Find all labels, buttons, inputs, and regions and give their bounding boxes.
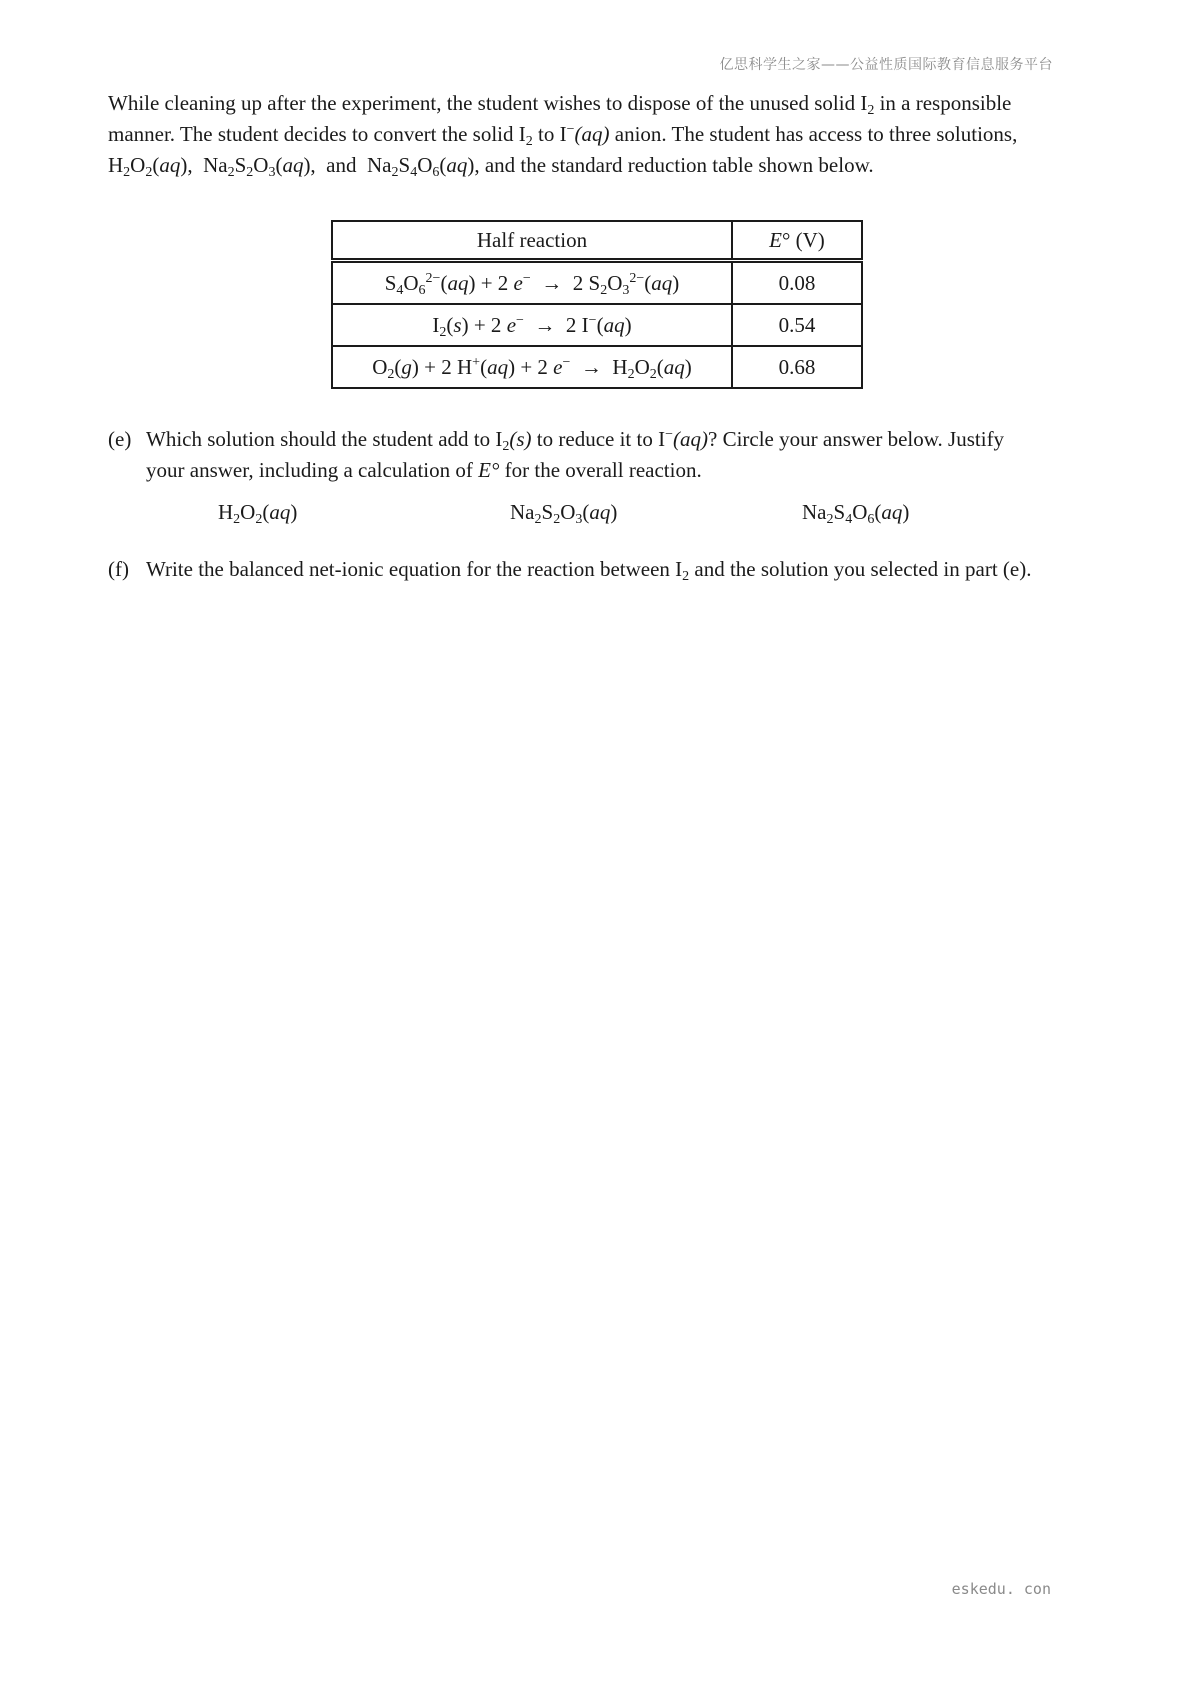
half-reaction-3: $O_2(g) + 2$ H+(aq) + 2 $e^- \to H_2O_2(aq)$ [332,346,732,388]
table-header-potential: E° (V) [732,221,862,261]
reduction-table [331,220,863,389]
table-row [332,346,862,388]
table-row [332,304,862,346]
question-f [108,554,1118,585]
intro-paragraph [108,88,1098,181]
potential-3: 0.68 [732,346,862,388]
choice-h2o2[interactable]: $H_2O_2(aq)$ [218,500,298,527]
footer-site: eskedu. con [951,1580,1051,1598]
question-e-label: (e) [108,427,132,451]
header-watermark: 亿思科学生之家——公益性质国际教育信息服务平台 [719,57,1053,73]
question-e-line-1: Which solution should the student add to $I_2(s)$ to reduce it to I−(aq)? Circle your answer below. Justify [146,427,1005,454]
choice-na2s2o3[interactable]: $Na_2S_2O_3(aq)$ [510,500,618,527]
question-e [108,424,1118,486]
half-reaction-2: $I_2(s) + 2$ e− → 2 I−(aq) [332,304,732,346]
question-f-text: Write the balanced net-ionic equation for the reaction between $I_2$ and the solution you selected in part (e). [146,557,1032,584]
question-f-label: (f) [108,557,129,581]
choice-na2s4o6[interactable]: $Na_2S_4O_6(aq)$ [802,500,910,527]
question-e-line-2: your answer, including a calculation of E° for the overall reaction. [146,458,702,482]
half-reaction-1: $S_4O_6^{2-}(aq) + 2$ e− → 2 $S_2O_3^{2-}(aq)$ [332,261,732,305]
table-header-reaction: Half reaction [332,221,732,261]
intro-line-1: While cleaning up after the experiment, the student wishes to dispose of the unused solid $I_2$ in a responsible [108,91,1012,118]
intro-line-3: $H_2O_2(aq)$, $Na_2S_2O_3(aq)$, and $Na_2S_4O_6(aq)$, and the standard reduction table shown below. [108,153,874,180]
intro-line-2: manner. The student decides to convert the solid $I_2$ to I−(aq) anion. The student has access to three solutions, [108,122,1018,149]
potential-2: 0.54 [732,304,862,346]
table-row [332,261,862,305]
potential-1: 0.08 [732,261,862,305]
